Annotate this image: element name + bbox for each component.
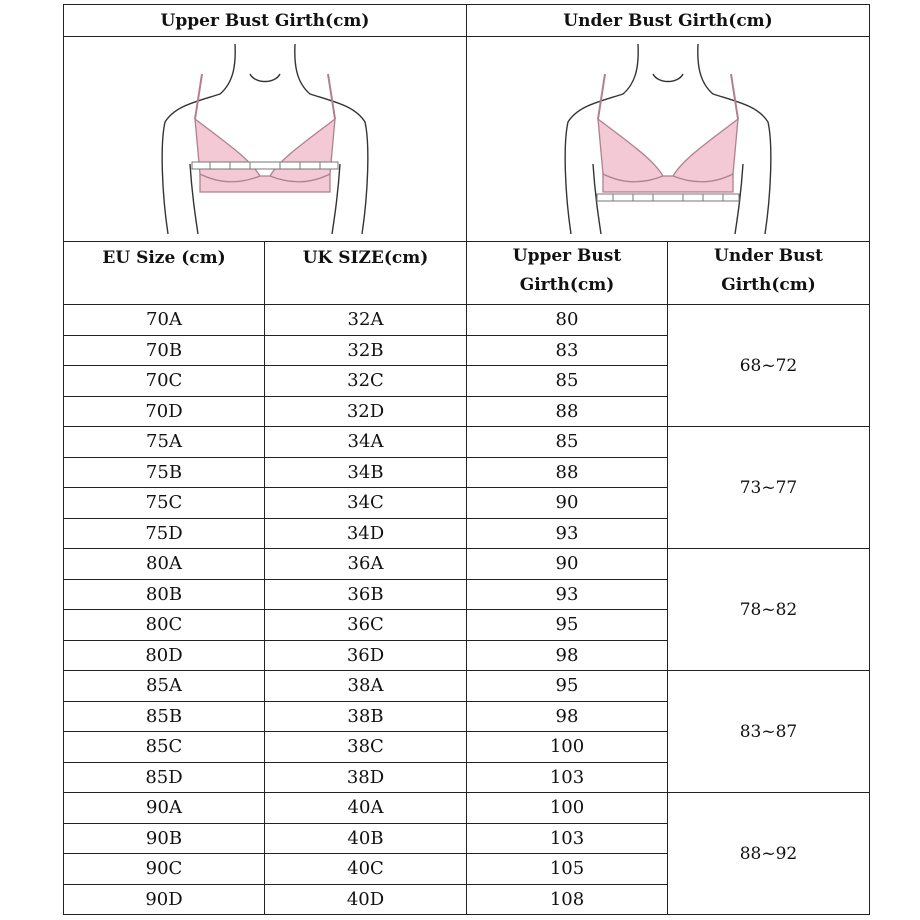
under-bust-figure-icon [553, 44, 783, 234]
eu-cell: 85A [64, 671, 265, 702]
upper-cell: 93 [467, 518, 668, 549]
upper-cell: 100 [467, 793, 668, 824]
upper-cell: 90 [467, 549, 668, 580]
table-row [64, 793, 870, 824]
upper-cell: 95 [467, 610, 668, 641]
eu-cell: 85C [64, 732, 265, 763]
under-bust-title: Under Bust Girth(cm) [467, 5, 870, 37]
under-bust-header [668, 242, 870, 305]
uk-cell: 40B [265, 823, 467, 854]
upper-cell: 93 [467, 579, 668, 610]
uk-cell: 36D [265, 640, 467, 671]
eu-cell: 85D [64, 762, 265, 793]
uk-cell: 36C [265, 610, 467, 641]
upper-cell: 108 [467, 884, 668, 915]
under-bust-range-cell: 73~77 [668, 427, 870, 549]
eu-cell: 75C [64, 488, 265, 519]
size-table [63, 4, 870, 915]
upper-bust-header-line2: Girth(cm) [519, 275, 615, 295]
upper-cell: 80 [467, 305, 668, 336]
under-bust-range-cell: 78~82 [668, 549, 870, 671]
upper-cell: 103 [467, 823, 668, 854]
uk-cell: 32D [265, 396, 467, 427]
upper-cell: 103 [467, 762, 668, 793]
upper-bust-title: Upper Bust Girth(cm) [64, 5, 467, 37]
uk-cell: 34A [265, 427, 467, 458]
table-row [64, 671, 870, 702]
eu-cell: 70B [64, 335, 265, 366]
size-rows [64, 305, 870, 915]
uk-cell: 40D [265, 884, 467, 915]
upper-cell: 100 [467, 732, 668, 763]
column-header-row [64, 242, 870, 305]
table-row [64, 427, 870, 458]
uk-cell: 34B [265, 457, 467, 488]
eu-cell: 85B [64, 701, 265, 732]
under-bust-range-cell: 83~87 [668, 671, 870, 793]
under-bust-range-cell: 68~72 [668, 305, 870, 427]
upper-cell: 105 [467, 854, 668, 885]
uk-cell: 36A [265, 549, 467, 580]
upper-bust-figure-icon [150, 44, 380, 234]
eu-cell: 75A [64, 427, 265, 458]
eu-cell: 75D [64, 518, 265, 549]
eu-cell: 70C [64, 366, 265, 397]
upper-cell: 90 [467, 488, 668, 519]
eu-cell: 80D [64, 640, 265, 671]
eu-cell: 70A [64, 305, 265, 336]
table-row [64, 549, 870, 580]
table-row [64, 305, 870, 336]
uk-cell: 36B [265, 579, 467, 610]
upper-cell: 98 [467, 640, 668, 671]
upper-bust-header [467, 242, 668, 305]
eu-cell: 90A [64, 793, 265, 824]
eu-cell: 80C [64, 610, 265, 641]
uk-cell: 38B [265, 701, 467, 732]
uk-cell: 40C [265, 854, 467, 885]
under-bust-illustration [467, 37, 870, 242]
uk-size-header: UK SIZE(cm) [265, 242, 467, 305]
upper-cell: 98 [467, 701, 668, 732]
under-bust-header-line2: Girth(cm) [721, 275, 816, 295]
eu-cell: 80A [64, 549, 265, 580]
size-chart [63, 4, 869, 915]
eu-cell: 90D [64, 884, 265, 915]
upper-bust-header-line1: Upper Bust [512, 246, 622, 266]
eu-cell: 90B [64, 823, 265, 854]
upper-cell: 88 [467, 396, 668, 427]
uk-cell: 38D [265, 762, 467, 793]
upper-cell: 88 [467, 457, 668, 488]
eu-size-header: EU Size (cm) [64, 242, 265, 305]
uk-cell: 38C [265, 732, 467, 763]
illustration-row [64, 37, 870, 242]
uk-cell: 38A [265, 671, 467, 702]
uk-cell: 32B [265, 335, 467, 366]
upper-cell: 85 [467, 427, 668, 458]
upper-cell: 83 [467, 335, 668, 366]
uk-cell: 32A [265, 305, 467, 336]
upper-cell: 95 [467, 671, 668, 702]
upper-bust-illustration [64, 37, 467, 242]
uk-cell: 32C [265, 366, 467, 397]
eu-cell: 75B [64, 457, 265, 488]
uk-cell: 34D [265, 518, 467, 549]
uk-cell: 34C [265, 488, 467, 519]
upper-cell: 85 [467, 366, 668, 397]
eu-cell: 80B [64, 579, 265, 610]
measurement-header-row [64, 5, 870, 37]
under-bust-header-line1: Under Bust [714, 246, 823, 266]
under-bust-range-cell: 88~92 [668, 793, 870, 915]
eu-cell: 90C [64, 854, 265, 885]
eu-cell: 70D [64, 396, 265, 427]
uk-cell: 40A [265, 793, 467, 824]
